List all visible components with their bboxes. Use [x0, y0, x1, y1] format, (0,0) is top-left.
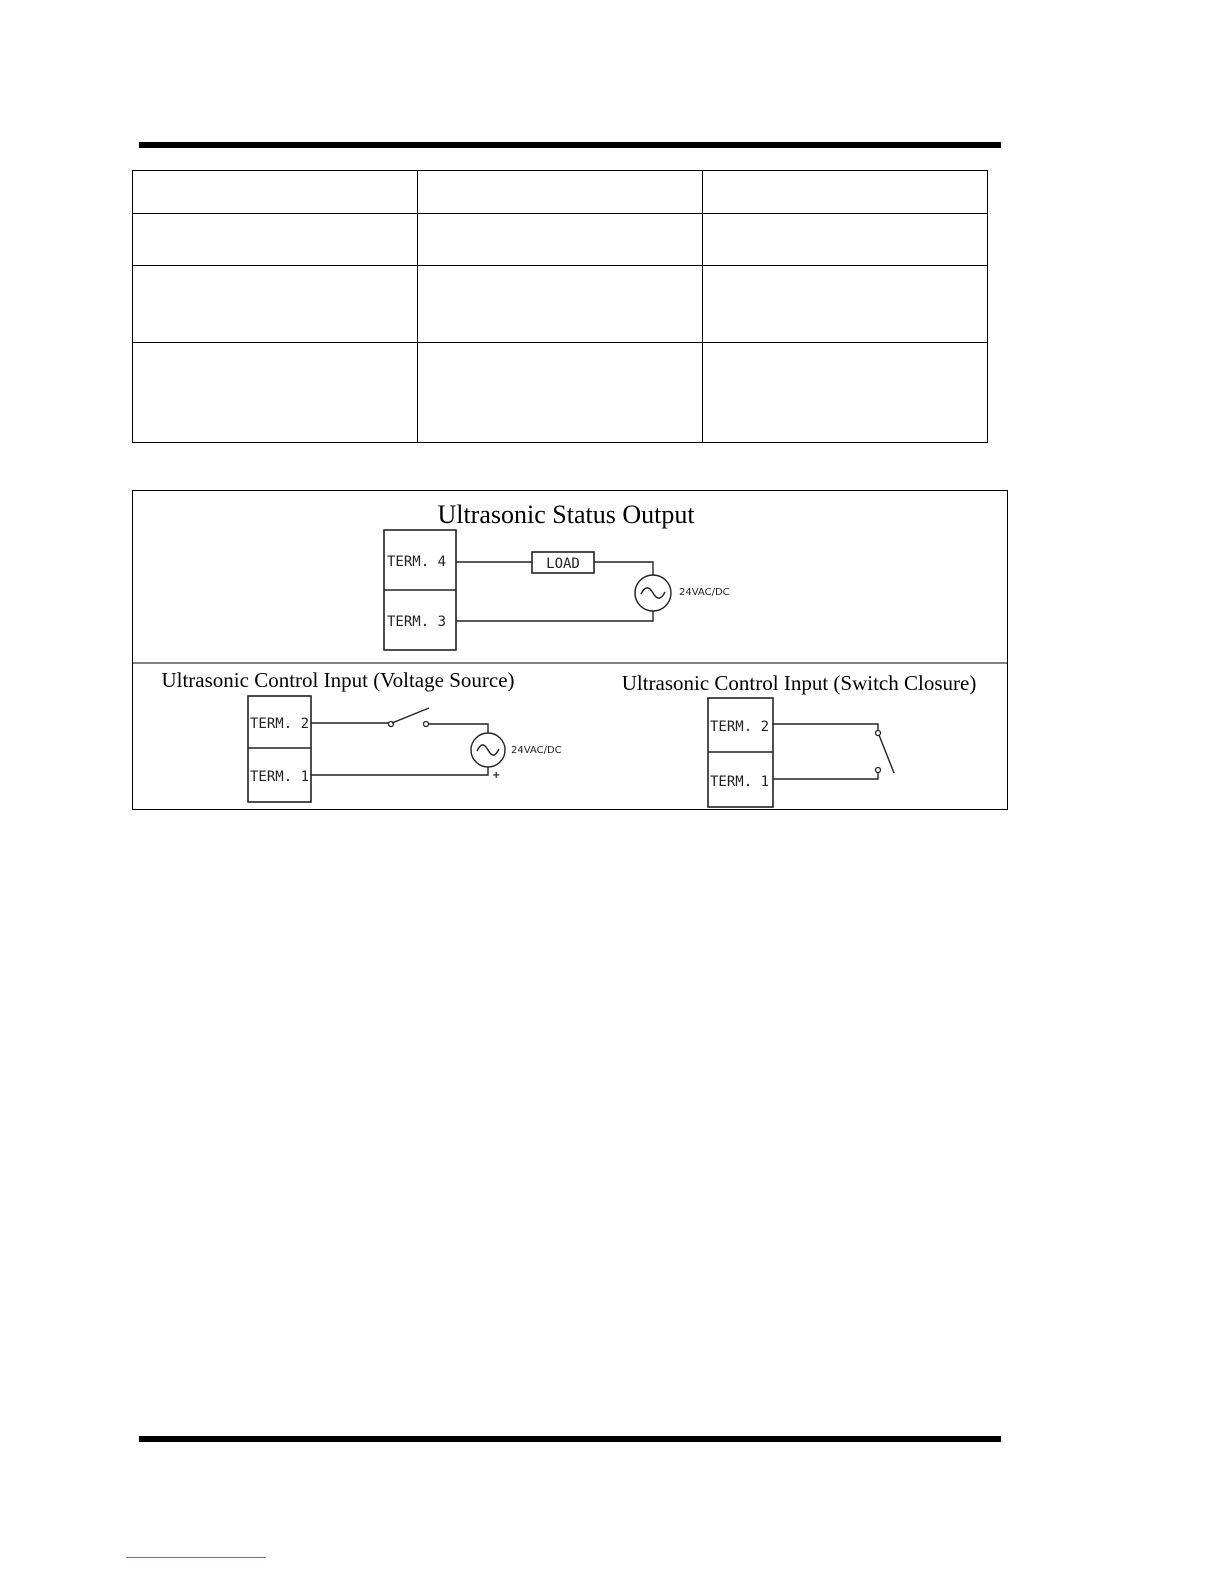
- table-cell: [418, 266, 703, 342]
- status-output-title: Ultrasonic Status Output: [437, 500, 695, 529]
- table-cell: [133, 266, 418, 342]
- table-row: [133, 171, 988, 214]
- term-2-label: TERM. 2: [710, 719, 770, 735]
- terminal-block: [248, 696, 311, 802]
- switch-closure-title: Ultrasonic Control Input (Switch Closure): [621, 671, 977, 695]
- table-cell: [703, 342, 988, 442]
- table-cell: [133, 171, 418, 214]
- source-label: 24VAC/DC: [511, 745, 562, 756]
- voltage-source-title: Ultrasonic Control Input (Voltage Source): [161, 668, 515, 692]
- term-1-label: TERM. 1: [710, 774, 770, 790]
- top-rule: [139, 142, 1001, 148]
- term-3-label: TERM. 3: [387, 614, 447, 630]
- table-cell: [133, 342, 418, 442]
- term-2-label: TERM. 2: [250, 716, 310, 732]
- table-row: [133, 266, 988, 342]
- source-label: 24VAC/DC: [679, 587, 730, 598]
- table-cell: [418, 342, 703, 442]
- table-cell: [418, 171, 703, 214]
- table-cell: [703, 266, 988, 342]
- switch-contact: [876, 731, 881, 736]
- wiring-diagram: [132, 490, 1008, 810]
- plus-label: +: [492, 770, 501, 781]
- switch-contact: [876, 768, 881, 773]
- load-label: LOAD: [546, 556, 580, 572]
- table-cell: [133, 214, 418, 266]
- table-cell: [418, 214, 703, 266]
- table-row: [133, 214, 988, 266]
- wiring-diagram-svg: [132, 490, 1008, 810]
- table-cell: [703, 214, 988, 266]
- bottom-rule: [139, 1436, 1001, 1442]
- switch-contact: [424, 722, 429, 727]
- term-1-label: TERM. 1: [250, 769, 310, 785]
- term-4-label: TERM. 4: [387, 554, 447, 570]
- table-row: [133, 342, 988, 442]
- table-cell: [703, 171, 988, 214]
- footer-link-underline: [126, 1557, 266, 1558]
- empty-table: [132, 170, 988, 443]
